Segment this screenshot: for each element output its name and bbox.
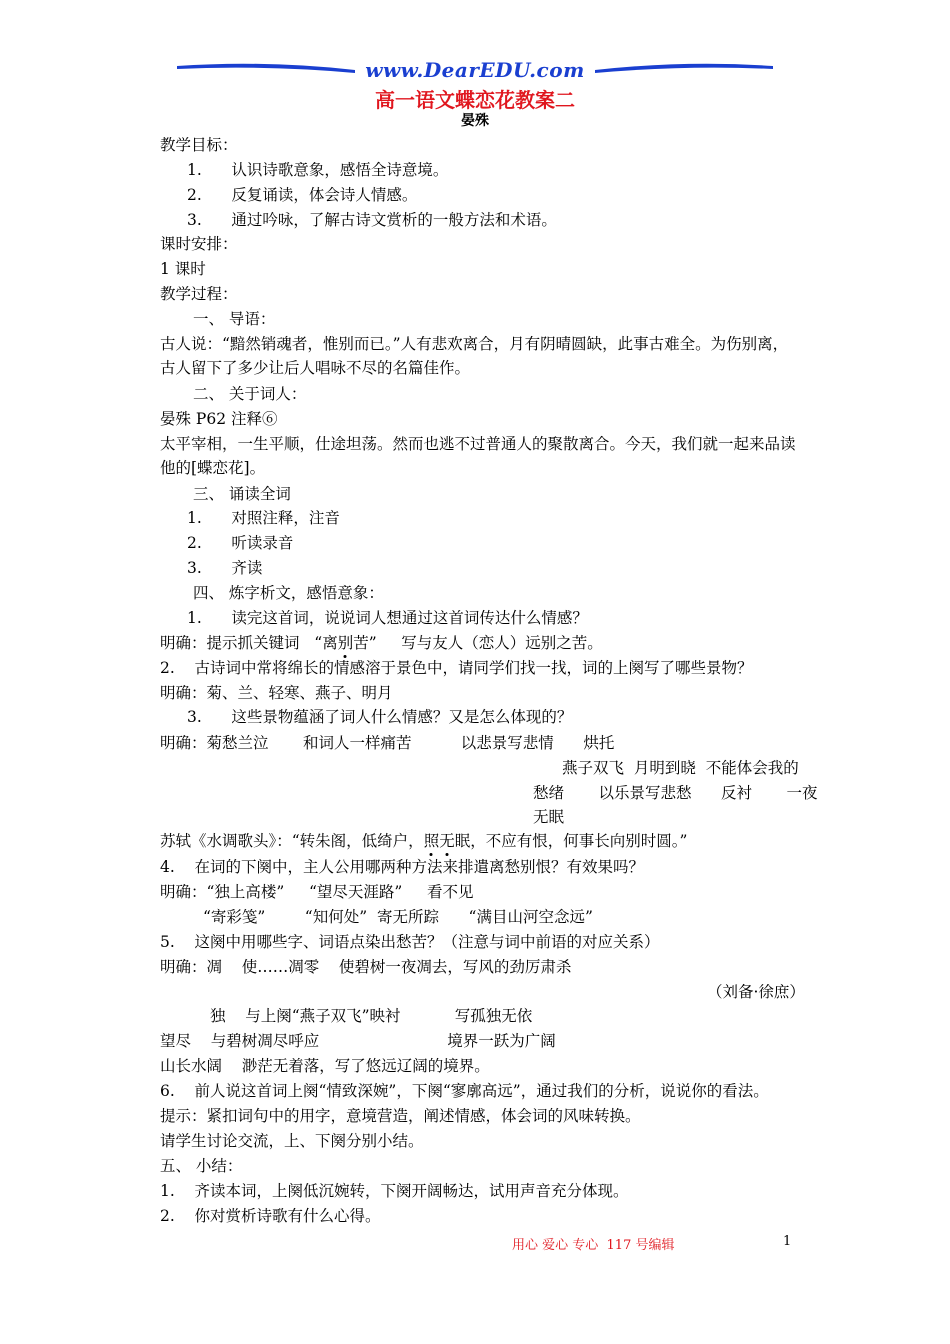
text-line: 古人说：“黯然销魂者，惟别而已。”人有悲欢离合，月有阴晴圆缺，此事古难全。为伤别离，	[160, 335, 789, 353]
text-line: 1. 认识诗歌意象，感悟全诗意境。	[187, 161, 449, 179]
emphasis-text: 离别苦	[322, 634, 369, 652]
text-span: 苏轼《水调歌头》：“转朱阁，低绮户，	[160, 832, 424, 850]
footer-slogan: 用心 爱心 专心 117 号编辑	[512, 1238, 675, 1253]
text-line: 望尽 与碧树凋尽呼应 境界一跃为广阔	[160, 1032, 556, 1050]
text-line: 2. 古诗词中常将绵长的情感溶于景色中，请同学们找一找，词的上阕写了哪些景物？	[160, 659, 753, 677]
text-line: 提示：紧扣词句中的用字，意境营造，阐述情感，体会词的风味转换。	[160, 1107, 641, 1125]
site-url: www.DearEDU.com	[365, 58, 585, 82]
text-line: 3. 通过吟咏，了解古诗文赏析的一般方法和术语。	[187, 211, 557, 229]
text-line: 请学生讨论交流，上、下阕分别小结。	[160, 1132, 424, 1150]
text-line: 3. 齐读	[187, 559, 263, 577]
text-line: 明确：菊、兰、轻寒、燕子、明月	[160, 684, 393, 702]
text-line: 愁绪 以乐景写悲愁 反衬 一夜	[533, 784, 818, 802]
text-line: 明确：“独上高楼” “望尽天涯路” 看不见	[160, 883, 474, 901]
text-span: ” 写与友人（恋人）远别之苦。	[368, 634, 603, 652]
text-line: （刘备·徐庶）	[707, 983, 805, 1001]
section-heading: 四、 炼字析文，感悟意象：	[193, 584, 384, 602]
emphasis-text: 照	[423, 832, 440, 850]
text-line: 2. 你对赏析诗歌有什么心得。	[160, 1207, 381, 1225]
text-line: 6. 前人说这首词上阕“情致深婉”，下阕“寥廓高远”，通过我们的分析，说说你的看法。	[160, 1082, 769, 1100]
emphasis-text: 无	[439, 832, 455, 850]
text-line: 教学过程：	[160, 285, 238, 303]
section-heading: 三、 诵读全词	[193, 485, 291, 503]
text-span: 明确：提示抓关键词 “	[160, 634, 323, 652]
text-line: 明确：菊愁兰泣 和词人一样痛苦 以悲景写悲情 烘托	[160, 734, 615, 752]
text-line: 他的[蝶恋花]。	[160, 459, 266, 477]
text-line: 独 与上阕“燕子双飞”映衬 写孤独无依	[210, 1007, 533, 1025]
text-line: 明确：凋 使……凋零 使碧树一夜凋去，写风的劲厉肃杀	[160, 958, 572, 976]
text-span: 眠	[454, 832, 471, 850]
page-number: 1	[783, 1234, 792, 1249]
text-line: 4. 在词的下阕中，主人公用哪两种方法来排遣离愁别恨？有效果吗？	[160, 858, 644, 876]
text-line: 课时安排：	[160, 235, 238, 253]
section-heading: 五、 小结：	[160, 1157, 243, 1175]
text-span: ，不应有恨，何事长向别时圆。”	[470, 832, 688, 850]
section-heading: 二、 关于词人：	[193, 385, 307, 403]
text-line: 5. 这阕中用哪些字、词语点染出愁苦？（注意与词中前语的对应关系）	[160, 933, 660, 951]
site-logo	[175, 56, 775, 86]
document-title: 高一语文蝶恋花教案二	[375, 88, 575, 112]
text-line: “寄彩笺” “知何处” 寄无所踪 “满目山河空念远”	[203, 908, 593, 926]
text-line	[160, 831, 687, 851]
text-line: 1. 读完这首词，说说词人想通过这首词传达什么情感？	[187, 609, 588, 627]
text-line: 1. 对照注释，注音	[187, 509, 340, 527]
text-line: 1. 齐读本词，上阕低沉婉转，下阕开阔畅达，试用声音充分体现。	[160, 1182, 629, 1200]
text-line: 燕子双飞 月明到晓 不能体会我的	[562, 759, 799, 777]
text-line: 晏殊 P62 注释⑥	[160, 410, 278, 428]
text-line: 3. 这些景物蕴涵了词人什么情感？又是怎么体现的？	[187, 708, 573, 726]
text-line: 2. 反复诵读，体会诗人情感。	[187, 186, 418, 204]
text-line: 2. 听读录音	[187, 534, 294, 552]
text-line: 无眠	[533, 808, 565, 826]
text-line: 山长水阔 渺茫无着落，写了悠远辽阔的境界。	[160, 1057, 490, 1075]
text-line: 1 课时	[160, 260, 206, 278]
document-author: 晏殊	[461, 113, 489, 129]
text-line: 太平宰相，一生平顺，仕途坦荡。然而也逃不过普通人的聚散离合。今天，我们就一起来品读	[160, 435, 796, 453]
text-line	[160, 633, 603, 653]
text-line: 古人留下了多少让后人唱咏不尽的名篇佳作。	[160, 359, 471, 377]
section-heading: 一、 导语：	[193, 310, 276, 328]
text-line: 教学目标：	[160, 136, 238, 154]
